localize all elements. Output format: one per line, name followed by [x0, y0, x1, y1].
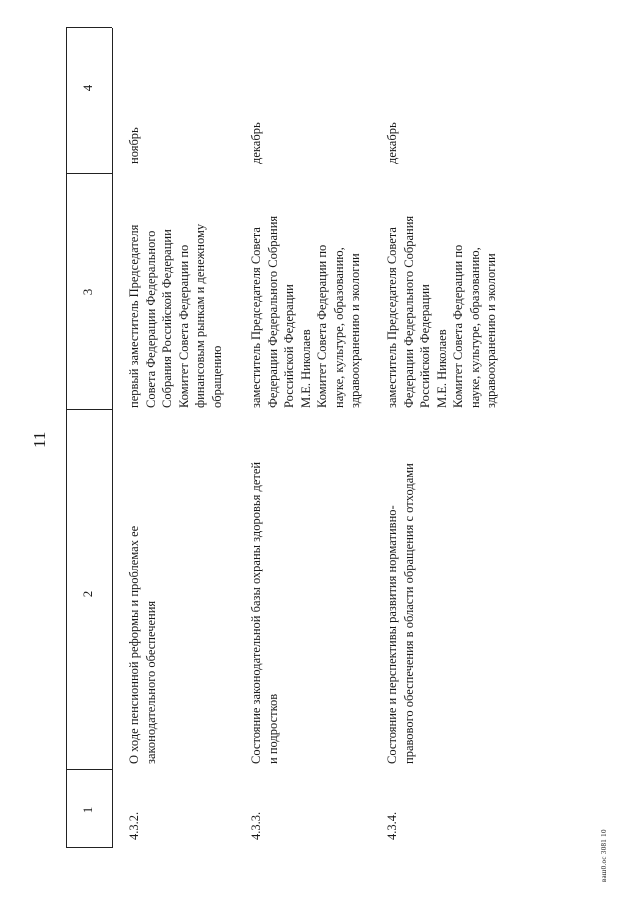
table-left-border: [66, 847, 112, 848]
row-number: 4.3.2.: [127, 811, 141, 840]
row-month: ноябрь: [127, 127, 141, 164]
row-month: декабрь: [385, 122, 399, 164]
row-responsible: первый заместитель Председателя Совета Федерации Федерального Собрания Российской Федерации Комитет Совета Федерации по финансовым рынкам и денежному обращению: [127, 223, 224, 408]
row-month: декабрь: [249, 122, 263, 164]
table-right-border: [66, 27, 112, 28]
page-number: 11: [30, 431, 49, 448]
row-title: Состояние законодательной базы охраны здоровья детей и подростков: [249, 461, 280, 764]
table-top-border: [66, 28, 67, 848]
column-header-4: 4: [80, 84, 95, 92]
column-divider-1: [66, 769, 112, 770]
column-header-3: 3: [80, 288, 95, 296]
row-title: О ходе пенсионной реформы и проблемах ее законодательного обеспечения: [127, 525, 158, 764]
footer-code: ваш0.ос 3081 10: [600, 829, 608, 882]
row-responsible: заместитель Председателя Совета Федерации Федерального Собрания Российской Федерации М.Е. Николаев Комитет Совета Федерации по науке, культуре, образованию, здравоохранению и экологии: [385, 215, 498, 408]
column-divider-2: [66, 409, 112, 410]
column-header-1: 1: [80, 806, 95, 814]
table-header-bottom-border: [112, 28, 113, 848]
column-header-2: 2: [80, 590, 95, 598]
row-title: Состояние и перспективы развития нормативно- правового обеспечения в области обращения с отходами: [385, 463, 416, 764]
row-number: 4.3.3.: [249, 811, 263, 840]
row-number: 4.3.4.: [385, 811, 399, 840]
row-responsible: заместитель Председателя Совета Федерации Федерального Собрания Российской Федерации М.Е. Николаев Комитет Совета Федерации по науке, культуре, образованию, здравоохранению и экологии: [249, 215, 362, 408]
column-divider-3: [66, 173, 112, 174]
